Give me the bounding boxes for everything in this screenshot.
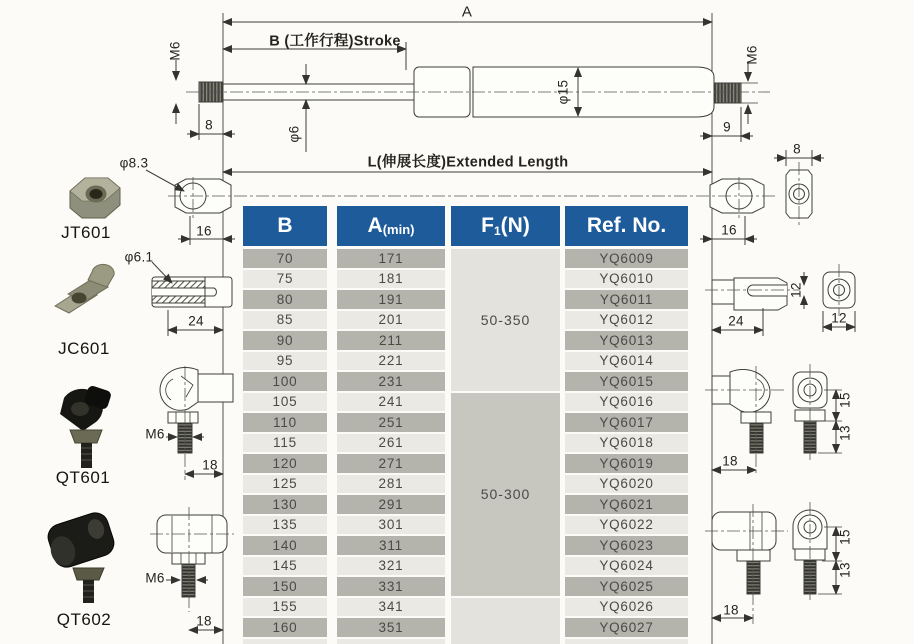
cell-ref-no: YQ6022	[565, 516, 688, 535]
cell-a-min: 211	[337, 331, 445, 350]
jc601-photo	[55, 264, 114, 313]
cell-ref-no: YQ6027	[565, 618, 688, 637]
col-header-b	[243, 206, 327, 246]
jc601-label: JC601	[58, 339, 110, 358]
dim-qt602-thread: M6	[145, 570, 165, 586]
cell-ref-no: YQ6011	[565, 290, 688, 309]
dim-right-qt601-stud: 18	[722, 453, 738, 469]
cell-a-min: 251	[337, 413, 445, 432]
col-header-a-min	[337, 206, 445, 246]
cell-ref-no: YQ6015	[565, 372, 688, 391]
cell-a-min: 201	[337, 311, 445, 330]
cell-ref-no: YQ6021	[565, 495, 688, 514]
dim-extended-length: L(伸展长度)Extended Length	[367, 154, 569, 171]
cell-ref-no: YQ6025	[565, 577, 688, 596]
col-header-b-text: B	[277, 214, 293, 237]
force-range-group: 50-350	[451, 249, 560, 391]
dim-right-qt601-thread: 13	[837, 425, 853, 441]
dim-overall-length: A	[461, 3, 473, 21]
cell-a-min: 321	[337, 557, 445, 576]
jt601-label: JT601	[61, 223, 111, 242]
dim-right-qt602-thread: 13	[837, 562, 853, 578]
cell-b: 130	[243, 495, 327, 514]
dim-jt601-hole: φ8.3	[119, 155, 149, 171]
cell-a-min: 311	[337, 536, 445, 555]
col-header-f-sub: 1	[493, 224, 501, 238]
cell-b: 85	[243, 311, 327, 330]
col-header-a-text: A	[367, 214, 383, 237]
cell-ref-no: YQ6026	[565, 598, 688, 617]
cell-a-min	[337, 639, 445, 644]
cell-b: 110	[243, 413, 327, 432]
dim-qt601-stud: 18	[202, 457, 218, 473]
col-header-f1n	[451, 206, 560, 246]
col-header-f-unit: (N)	[500, 214, 530, 237]
qt602-photo	[45, 509, 118, 603]
cell-b: 70	[243, 249, 327, 268]
cell-b: 100	[243, 372, 327, 391]
cell-ref-no: YQ6019	[565, 454, 688, 473]
dim-right-qt602-stud: 18	[723, 602, 739, 618]
dim-right-clevis-width: 12	[831, 310, 847, 326]
dim-rod-diameter: φ6	[286, 125, 302, 143]
cell-a-min: 231	[337, 372, 445, 391]
cell-a-min: 221	[337, 352, 445, 371]
cell-ref-no: YQ6018	[565, 434, 688, 453]
dim-right-qt601-height: 15	[837, 392, 853, 408]
dim-right-qt602-height: 15	[837, 529, 853, 545]
cell-a-min: 271	[337, 454, 445, 473]
cell-b: 105	[243, 393, 327, 412]
force-range-group	[451, 598, 560, 644]
cell-a-min: 301	[337, 516, 445, 535]
cell-ref-no: YQ6020	[565, 475, 688, 494]
cell-b: 135	[243, 516, 327, 535]
cell-ref-no: YQ6016	[565, 393, 688, 412]
force-range-group: 50-300	[451, 393, 560, 596]
cell-b: 75	[243, 270, 327, 289]
cell-b: 155	[243, 598, 327, 617]
spec-table	[243, 206, 688, 644]
dim-tube-diameter: φ15	[555, 79, 571, 105]
cell-ref-no: YQ6013	[565, 331, 688, 350]
dim-jc601-length: 24	[188, 313, 204, 329]
cell-a-min: 351	[337, 618, 445, 637]
cell-a-min: 341	[337, 598, 445, 617]
qt601-label: QT601	[55, 468, 111, 487]
cell-a-min: 291	[337, 495, 445, 514]
cell-ref-no: YQ6009	[565, 249, 688, 268]
cell-b: 90	[243, 331, 327, 350]
dim-right-clevis-length: 24	[728, 313, 744, 329]
dim-jc601-pin: φ6.1	[124, 249, 154, 265]
cell-a-min: 241	[337, 393, 445, 412]
dim-eyelet-thickness: 8	[793, 141, 801, 157]
cell-b	[243, 639, 327, 644]
dim-eyelet-width-right: 16	[721, 222, 737, 238]
cell-ref-no: YQ6024	[565, 557, 688, 576]
cell-a-min: 331	[337, 577, 445, 596]
cell-ref-no: YQ6014	[565, 352, 688, 371]
qt601-photo	[60, 385, 112, 468]
cell-a-min: 281	[337, 475, 445, 494]
cell-b: 150	[243, 577, 327, 596]
dim-rod-thread: M6	[167, 41, 183, 61]
cell-a-min: 171	[337, 249, 445, 268]
cell-b: 160	[243, 618, 327, 637]
dim-right-clevis-slot: 12	[788, 282, 804, 298]
dim-qt601-thread: M6	[145, 426, 165, 442]
cell-a-min: 181	[337, 270, 445, 289]
qt602-label: QT602	[56, 610, 112, 629]
cell-b: 95	[243, 352, 327, 371]
cell-b: 80	[243, 290, 327, 309]
dim-qt602-stud: 18	[196, 613, 212, 629]
col-header-f-text: F	[481, 214, 494, 237]
cell-b: 115	[243, 434, 327, 453]
cell-a-min: 191	[337, 290, 445, 309]
cell-a-min: 261	[337, 434, 445, 453]
table-body	[243, 249, 688, 644]
jt601-photo	[70, 178, 120, 218]
cell-b: 145	[243, 557, 327, 576]
dim-stroke: B (工作行程)Stroke	[269, 33, 401, 50]
cell-ref-no: YQ6023	[565, 536, 688, 555]
table-header	[243, 206, 688, 246]
cell-ref-no: YQ6012	[565, 311, 688, 330]
cell-b: 120	[243, 454, 327, 473]
dim-rod-thread-length: 8	[205, 117, 213, 133]
cell-ref-no: YQ6017	[565, 413, 688, 432]
cell-ref-no	[565, 639, 688, 644]
dim-eyelet-width-left: 16	[196, 223, 212, 239]
col-header-ref-no: Ref. No.	[565, 206, 688, 246]
cell-b: 125	[243, 475, 327, 494]
dim-body-thread: M6	[744, 45, 760, 65]
cell-b: 140	[243, 536, 327, 555]
col-header-a-sub: (min)	[382, 221, 415, 237]
dim-body-thread-length: 9	[723, 119, 731, 135]
cell-ref-no: YQ6010	[565, 270, 688, 289]
